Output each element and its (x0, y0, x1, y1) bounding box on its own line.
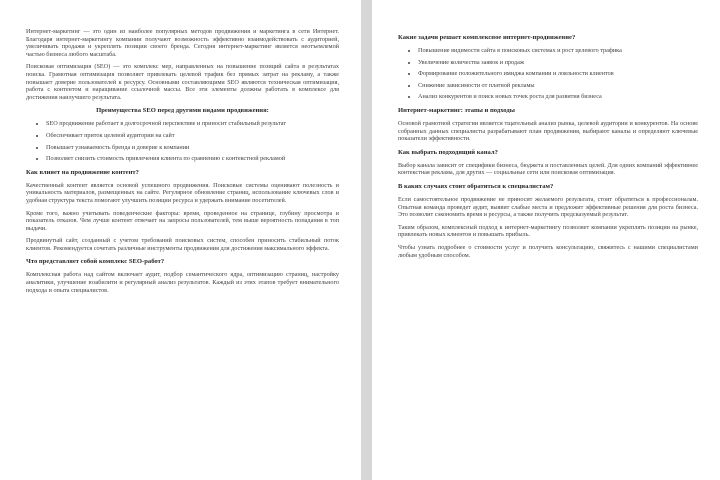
section-heading: В каких случаях стоит обратиться к специалистам? (398, 182, 554, 190)
section-heading: Преимущества SEO перед другими видами продвижения: (96, 107, 269, 115)
paragraph: Поисковая оптимизация (SEO) — это комплекс мер, направленных на повышение позиций сайта в результатах поиска. Грамотная оптимизация позволяет привлекать целевой трафик без прямых затрат на рекламу, а также повышает доверие пользователей к ресурсу. Основными составляющими SEO являются техническая оптимизация, работа с контентом и наращивание ссылочной массы. Все эти элементы должны работать в комплексе для достижения наилучшего результата. (26, 63, 339, 101)
bullet-item: • Обеспечивает приток целевой аудитории на сайт (46, 132, 339, 140)
page-content (26, 28, 339, 294)
paragraph: Чтобы узнать подробнее о стоимости услуг и получить консультацию, свяжитесь с нашими специалистами любым удобным способом. (398, 243, 698, 259)
paragraph: Интернет-маркетинг — это один из наиболее популярных методов продвижения и маркетинга в сети Интернет. Благодаря интернет-маркетингу компании получают возможность эффективно взаимодействовать с аудиторией, увеличивать продажи и укреплять позиции своего бренда. Сегодня интернет-маркетинг является неотъемлемой частью бизнеса любого масштаба. (26, 28, 339, 58)
paragraph: Продвинутый сайт, созданный с учетом требований поисковых систем, способен приносить стабильный поток клиентов. Рекомендуется сочетать различные инструменты продвижения для достижения максимального эффекта. (26, 237, 339, 252)
page-content (398, 34, 698, 259)
bullet-item: • Формирование положительного имиджа компании и лояльности клиентов (418, 70, 698, 78)
bullet-item: • Позволяет снизить стоимость привлечения клиента по сравнению с контекстной рекламой (46, 155, 339, 163)
bullet-list (398, 47, 698, 101)
paragraph: Основой грамотной стратегии является тщательный анализ рынка, целевой аудитории и конкурентов. На основе собранных данных специалисты разрабатывают план продвижения, выбирают каналы и определяют ключевые показатели эффективности. (398, 119, 698, 143)
bullet-item: • Повышение видимости сайта в поисковых системах и рост целевого трафика (418, 47, 698, 55)
paragraph: Если самостоятельное продвижение не приносит желаемого результата, стоит обратиться к профессионалам. Опытная команда проведет аудит, выявит слабые места и предложит эффективные решения для роста бизнеса. Это позволит сэкономить время и ресурсы, а также получить предсказуемый результат. (398, 195, 698, 219)
section-heading: Как влияет на продвижение контент? (26, 168, 139, 176)
bullet-item: • Повышает узнаваемость бренда и доверие к компании (46, 144, 339, 152)
document-page-right (372, 0, 720, 480)
paragraph: Кроме того, важно учитывать поведенческие факторы: время, проведенное на странице, глубину просмотра и показатель отказов. Чем лучше контент отвечает на запросы пользователей, тем выше вероятность попадания в топ выдачи. (26, 209, 339, 232)
section-heading: Интернет-маркетинг: этапы и подходы (398, 106, 515, 114)
paragraph: Комплексная работа над сайтом включает аудит, подбор семантического ядра, оптимизацию страниц, настройку аналитики, улучшение юзабилити и регулярный анализ результатов. Каждый из этих этапов требует внимательного подхода и опыта специалистов. (26, 271, 339, 294)
paragraph: Качественный контент является основой успешного продвижения. Поисковые системы оценивают полезность и уникальность материалов, размещенных на сайте. Регулярное обновление страниц, использование ключевых слов и удобная структура текста помогают улучшить позиции ресурса и удержать внимание посетителей. (26, 181, 339, 204)
bullet-item: • Анализ конкурентов и поиск новых точек роста для развития бизнеса (418, 93, 698, 101)
bullet-list (26, 120, 339, 162)
bullet-item: • Увеличение количества заявок и продаж (418, 59, 698, 67)
section-heading: Какие задачи решает комплексное интернет-продвижение? (398, 34, 576, 41)
paragraph: Выбор канала зависит от специфики бизнеса, бюджета и поставленных целей. Для одних компаний эффективнее контекстная реклама, для других — социальные сети или поисковая оптимизация. (398, 161, 698, 177)
bullet-item: • SEO продвижение работает в долгосрочной перспективе и приносит стабильный результат (46, 120, 339, 128)
section-heading: Что представляет собой комплекс SEO-работ? (26, 258, 165, 266)
paragraph: Таким образом, комплексный подход к интернет-маркетингу позволяет компании укреплять позиции на рынке, привлекать новых клиентов и повышать прибыль. (398, 223, 698, 239)
bullet-item: • Снижение зависимости от платной рекламы (418, 82, 698, 90)
section-heading: Как выбрать подходящий канал? (398, 148, 498, 156)
